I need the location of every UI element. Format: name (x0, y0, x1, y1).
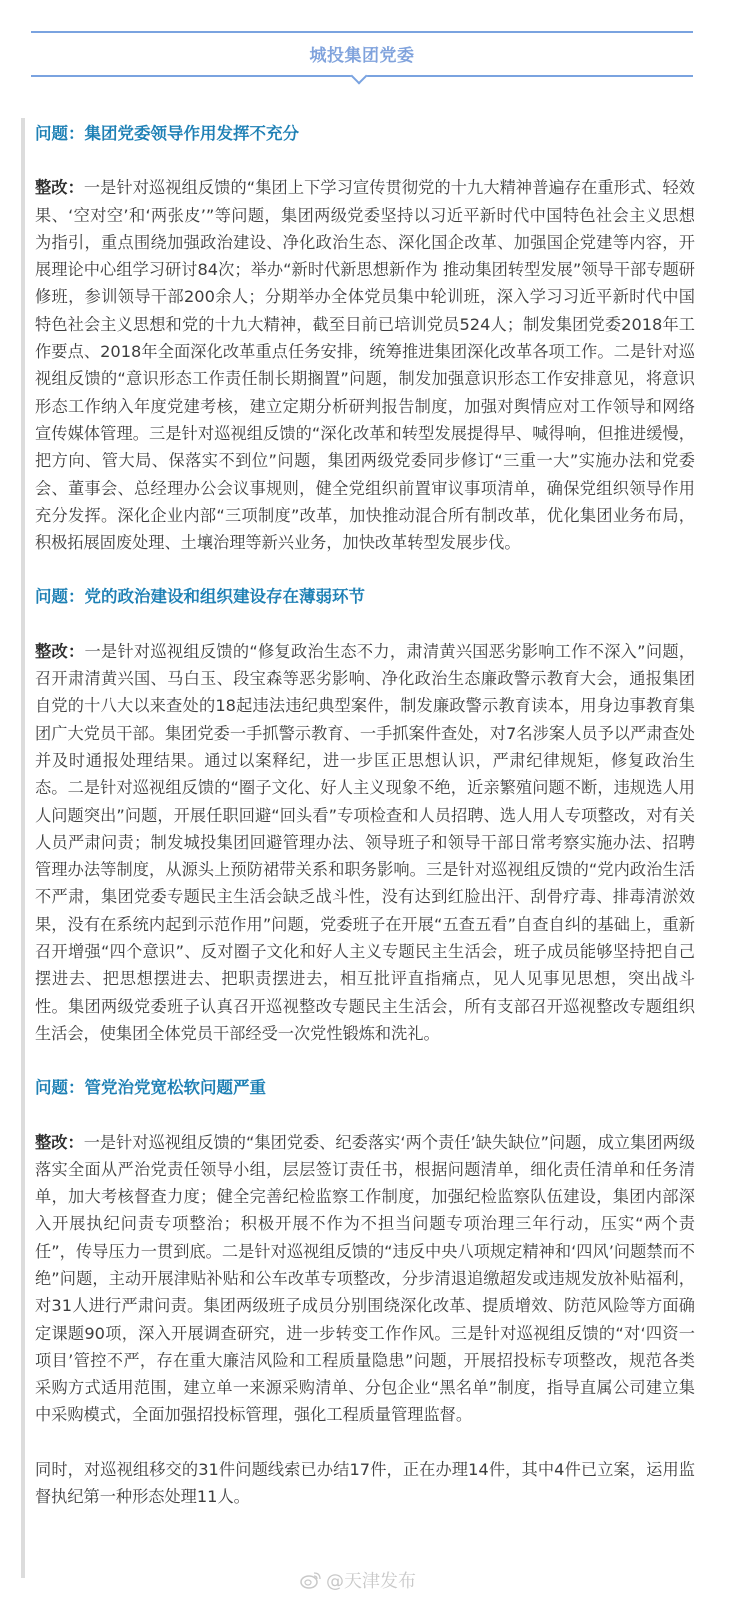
header-top-rule (31, 31, 693, 33)
closing-paragraph: 同时，对巡视组移交的31件问题线索已办结17件，正在办理14件，其中4件已立案，运用监督执纪第一种形态处理11人。 (35, 1459, 695, 1507)
issue-heading-2: 问题：党的政治建设和组织建设存在薄弱环节 (35, 587, 365, 607)
fix-label: 整改： (35, 1132, 84, 1152)
fix-label: 整改： (35, 641, 85, 661)
article-body (21, 118, 697, 1578)
issue-heading-1: 问题：集团党委领导作用发挥不充分 (35, 124, 299, 143)
article-content (35, 118, 695, 1510)
fix-paragraph-3 (35, 1129, 695, 1429)
header-notch-icon (351, 68, 368, 85)
fix-text: 一是针对巡视组反馈的“集团党委、纪委落实‘两个责任’缺失缺位”问题，成立集团两级落实全面从严治党责任领导小组，层层签订责任书，根据问题清单，细化责任清单和任务清单，加大考核督查力度；健全完善纪检监察工作制度，加强纪检监察队伍建设，集团内部深入开展执纪问责专项整治；积极开展不作为不担当问题专项治理三年行动，压实“两个责任”，传导压力一贯到底。二是针对巡视组反馈的“违反中央八项规定精神和‘四风’问题禁而不绝”问题，主动开展津贴补贴和公车改革专项整改，分步清退追缴超发或违规发放补贴福利，对31人进行严肃问责。集团两级班子成员分别围绕深化改革、提质增效、防范风险等方面确定课题90项，深入开展调查研究，进一步转变工作作风。三是针对巡视组反馈的“对‘四资一项目’管控不严，存在重大廉洁风险和工程质量隐患”问题，开展招投标专项整改，规范各类采购方式适用范围，建立单一来源采购清单、分包企业“黑名单”制度，指导直属公司建立集中采购模式，全面加强招投标管理，强化工程质量管理监督。 (35, 1132, 696, 1425)
fix-paragraph-2 (35, 638, 695, 1047)
issue-heading-3: 问题：管党治党宽松软问题严重 (35, 1078, 266, 1098)
fix-text: 一是针对巡视组反馈的“集团上下学习宣传贯彻党的十九大精神普遍存在重形式、轻效果、‘空对空’和‘两张皮’”等问题，集团两级党委坚持以习近平新时代中国特色社会主义思想为指引，重点围绕加强政治建设、净化政治生态、深化国企改革、加强国企党建等内容，开展理论中心组学习研讨84次；举办“新时代新思想新作为 推动集团转型发展”领导干部专题研修班，参训领导干部200余人；分期举办全体党员集中轮训班，深入学习习近平新时代中国特色社会主义思想和党的十九大精神，截至目前已培训党员524人；制发集团党委2018年工作要点、2018年全面深化改革重点任务安排，统筹推进集团深化改革各项工作。二是针对巡视组反馈的“意识形态工作责任制长期搁置”问题，制发加强意识形态工作安排意见，将意识形态工作纳入年度党建考核，建立定期分析研判报告制度，加强对舆情应对工作领导和网络宣传媒体管理。三是针对巡视组反馈的“深化改革和转型发展提得早、喊得响，但推进缓慢，把方向、管大局、保落实不到位”问题，集团两级党委同步修订“三重一大”实施办法和党委会、董事会、总经理办公会议事规则，健全党组织前置审议事项清单，确保党组织领导作用充分发挥。深化企业内部“三项制度”改革，加快推动混合所有制改革，优化集团业务布局，积极拓展固废处理、土壤治理等新兴业务，加快改革转型发展步伐。 (35, 178, 695, 553)
section-header (31, 31, 693, 77)
fix-paragraph-1 (35, 174, 695, 556)
weibo-icon (300, 1571, 322, 1589)
fix-text: 一是针对巡视组反馈的“修复政治生态不力，肃清黄兴国恶劣影响工作不深入”问题，召开肃清黄兴国、马白玉、段宝森等恶劣影响、净化政治生态廉政警示教育大会，通报集团自党的十八大以来查处的18起违法违纪典型案件，制发廉政警示教育读本，用身边事教育集团广大党员干部。集团党委一手抓警示教育、一手抓案件查处，对7名涉案人员予以严肃查处并及时通报处理结果。通过以案释纪，进一步匡正思想认识，严肃纪律规矩，修复政治生态。二是针对巡视组反馈的“圈子文化、好人主义现象不绝，近亲繁殖问题不断，违规选人用人问题突出”问题，开展任职回避“回头看”专项检查和人员招聘、选人用人专项整改，对有关人员严肃问责；制发城投集团回避管理办法、领导班子和领导干部日常考察实施办法、招聘管理办法等制度，从源头上预防裙带关系和职务影响。三是针对巡视组反馈的“党内政治生活不严肃，集团党委专题民主生活会缺乏战斗性，没有达到红脸出汗、刮骨疗毒、排毒清淤效果，没有在系统内起到示范作用”问题，党委班子在开展“五查五看”自查自纠的基础上，重新召开增强“四个意识”、反对圈子文化和好人主义专题民主生活会，班子成员能够坚持把自己摆进去、把思想摆进去、把职责摆进去，相互批评直指痛点，见人见事见思想，突出战斗性。集团两级党委班子认真召开巡视整改专题民主生活会，所有支部召开巡视整改专题组织生活会，使集团全体党员干部经受一次党性锻炼和洗礼。 (35, 641, 696, 1043)
fix-label: 整改： (35, 178, 84, 198)
section-title: 城投集团党委 (309, 46, 415, 66)
watermark (300, 1567, 416, 1593)
watermark-text: @天津发布 (326, 1571, 416, 1592)
